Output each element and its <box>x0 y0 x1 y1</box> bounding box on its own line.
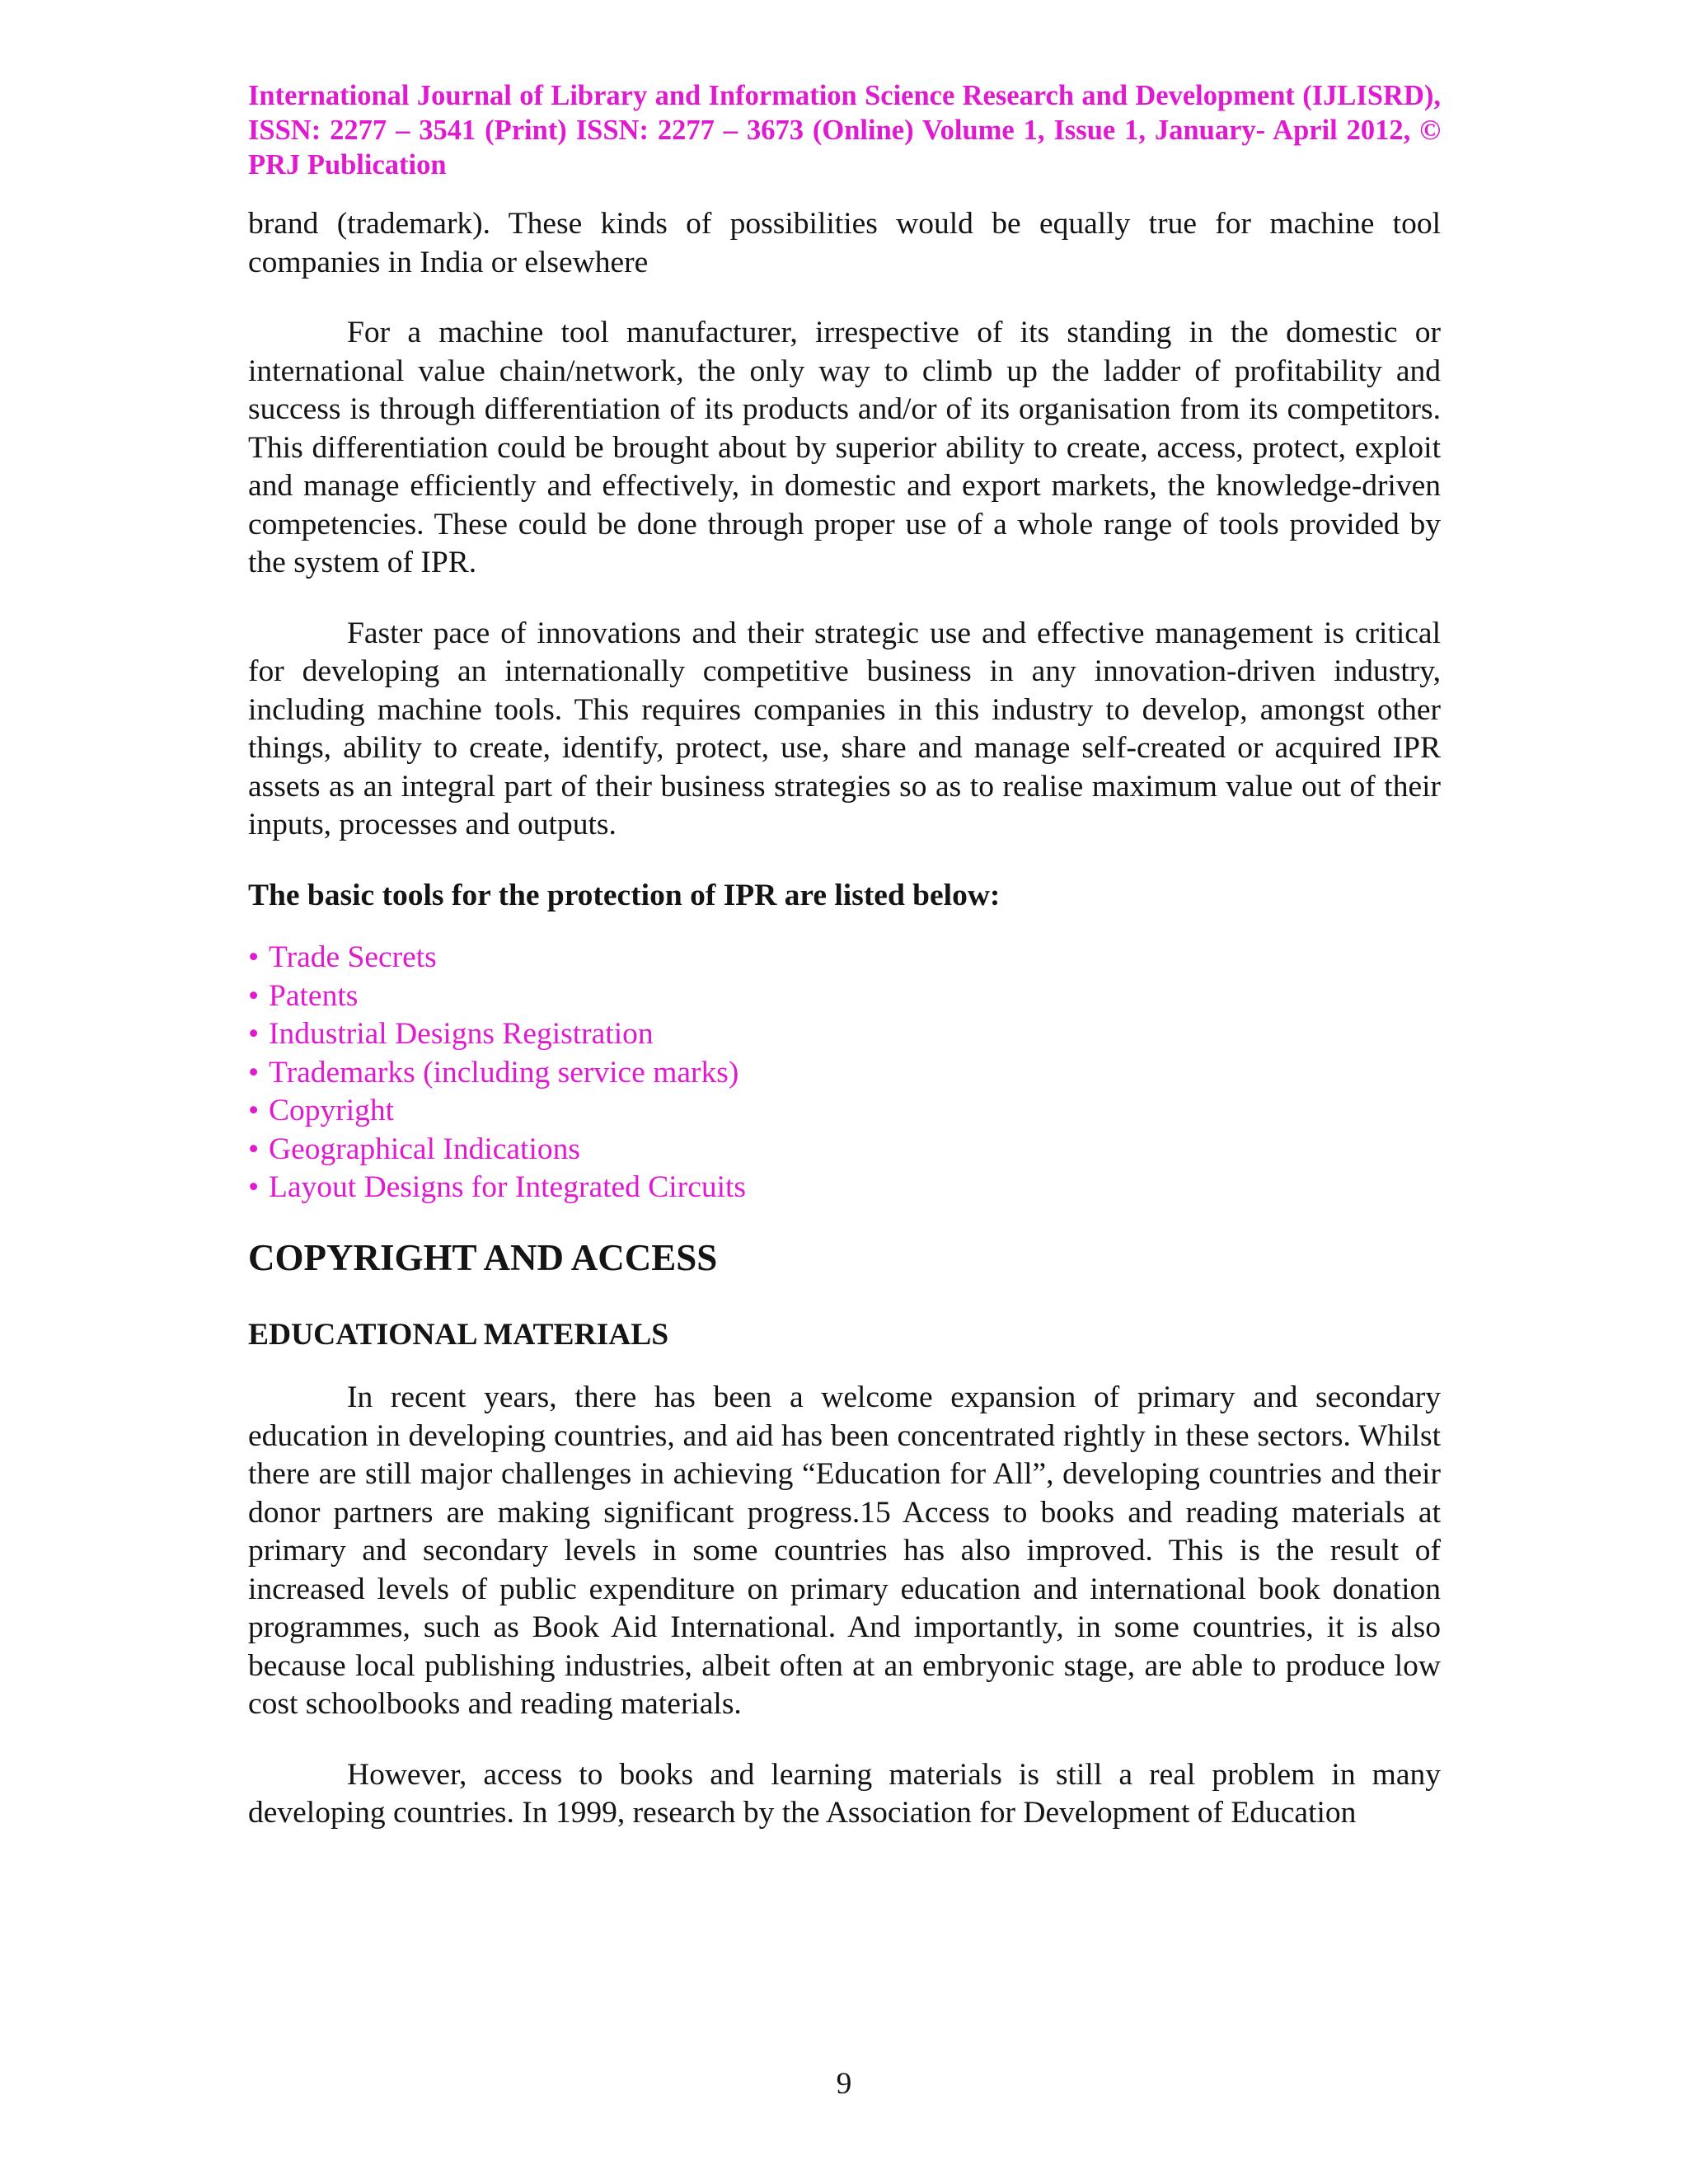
section-heading: COPYRIGHT AND ACCESS <box>248 1236 718 1278</box>
list-item <box>248 1054 1441 1093</box>
paragraph-manufacturer: For a machine tool manufacturer, irrespective of its standing in the domestic or international value chain/network, the only way to climb up the ladder of profitability and success is through differentiation of its products and/or of its organisation from its competitors. This differentiation could be brought about by superior ability to create, access, protect, exploit and manage efficiently and effectively, in domestic and export markets, the knowledge-driven competencies. These could be done through proper use of a whole range of tools provided by the system of IPR. <box>248 316 1441 579</box>
list-item-label: Copyright <box>269 1094 395 1127</box>
ipr-tools-list <box>248 939 1441 1207</box>
list-item-label: Trade Secrets <box>269 940 437 974</box>
bullet-icon: • <box>248 978 260 1013</box>
bullet-icon: • <box>248 1170 260 1204</box>
list-item-label: Geographical Indications <box>269 1132 580 1166</box>
paragraph-education: In recent years, there has been a welcome expansion of primary and secondary education in developing countries, and aid has been concentrated rightly in these sectors. Whilst there are still major challenges in achieving “Education for All”, developing countries and their donor partners are making significant progress.15 Access to books and reading materials at primary and secondary levels in some countries has also improved. This is the result of increased levels of public expenditure on primary education and international book donation programmes, such as Book Aid International. And importantly, in some countries, it is also because local publishing industries, albeit often at an embryonic stage, are able to produce low cost schoolbooks and reading materials. <box>248 1380 1441 1721</box>
bullet-icon: • <box>248 1094 260 1127</box>
paragraph-access: However, access to books and learning materials is still a real problem in many developing countries. In 1999, research by the Association for Development of Education <box>248 1757 1441 1830</box>
paragraph-continuation: brand (trademark). These kinds of possibilities would be equally true for machine tool companies in India or elsewhere <box>248 207 1441 279</box>
list-item <box>248 977 1441 1016</box>
subsection-heading: EDUCATIONAL MATERIALS <box>248 1317 669 1352</box>
bullet-icon: • <box>248 940 260 974</box>
paragraph-innovation: Faster pace of innovations and their strategic use and effective management is critical for developing an internationally competitive business in any innovation-driven industry, including machine tools. This requires companies in this industry to develop, amongst other things, ability to create, identify, protect, use, share and manage self-created or acquired IPR assets as an integral part of their business strategies so as to realise maximum value out of their inputs, processes and outputs. <box>248 616 1441 841</box>
bullet-icon: • <box>248 1055 260 1090</box>
list-item <box>248 1169 1441 1207</box>
bullet-icon: • <box>248 1017 260 1051</box>
list-item-label: Layout Designs for Integrated Circuits <box>269 1170 747 1204</box>
list-item <box>248 939 1441 977</box>
list-item <box>248 1092 1441 1131</box>
list-item-label: Industrial Designs Registration <box>269 1017 654 1051</box>
ipr-tools-intro: The basic tools for the protection of IPR are listed below: <box>248 878 1001 912</box>
list-item <box>248 1131 1441 1169</box>
list-item-label: Patents <box>269 978 359 1013</box>
bullet-icon: • <box>248 1132 260 1166</box>
document-page <box>248 78 1441 1833</box>
page-number: 9 <box>836 2067 852 2101</box>
list-item <box>248 1015 1441 1054</box>
list-item-label: Trademarks (including service marks) <box>269 1055 739 1090</box>
journal-header: International Journal of Library and Information Science Research and Development (IJLISRD), ISSN: 2277 – 3541 (Print) ISSN: 2277 – 3673 (Online) Volume 1, Issue 1, January- April 2012, © PRJ Publication <box>248 80 1441 180</box>
